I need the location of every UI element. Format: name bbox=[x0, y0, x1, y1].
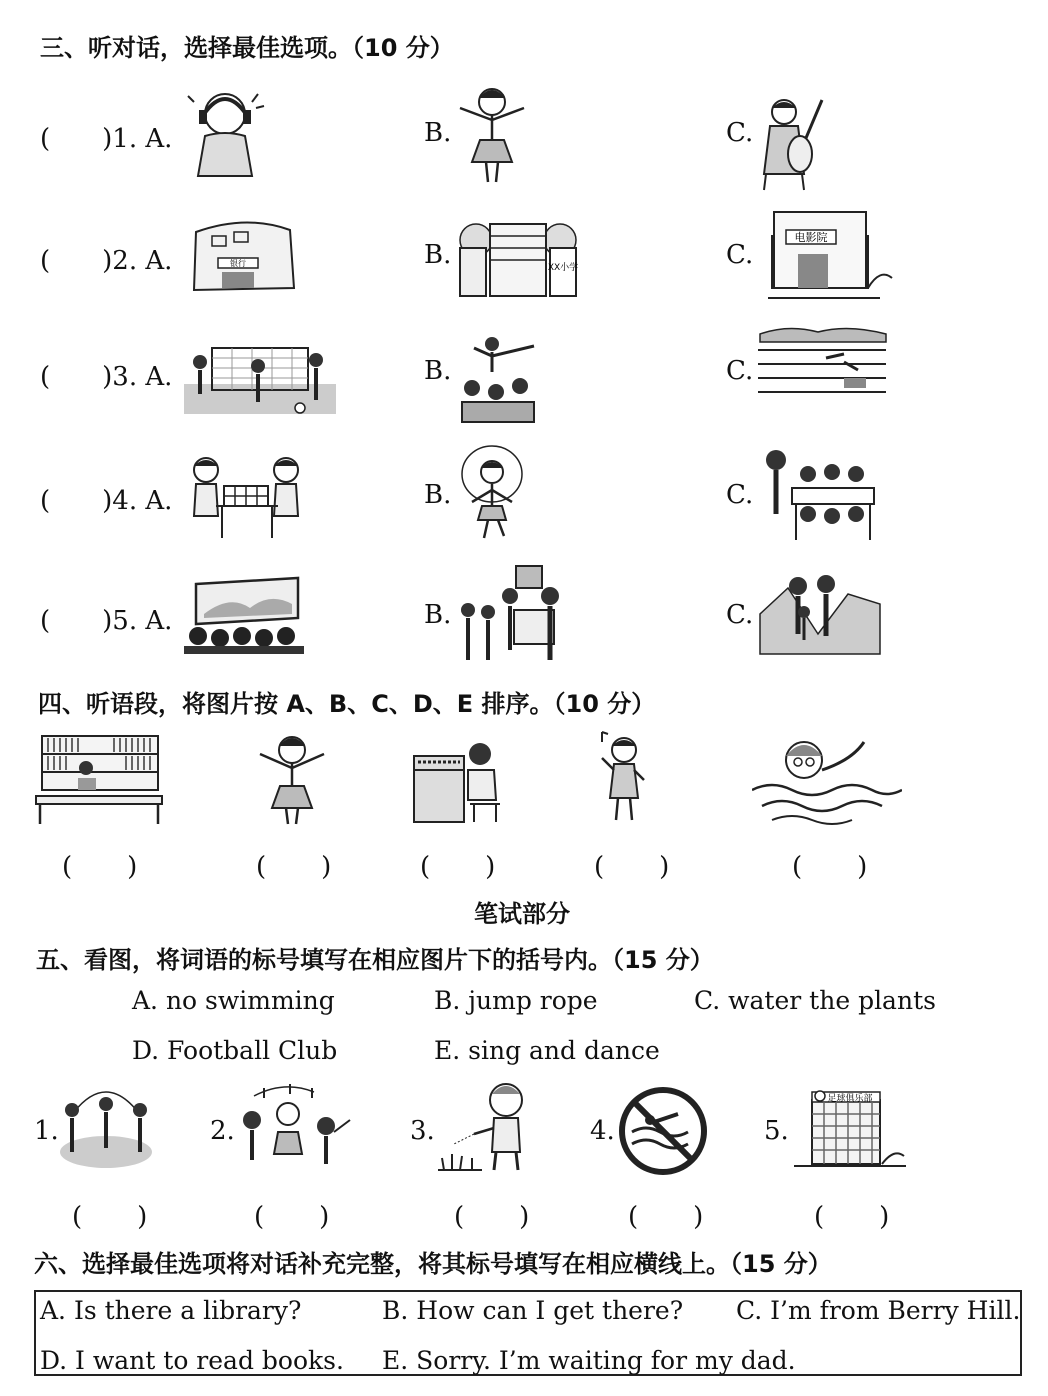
question-5-label: ( )5. A. bbox=[40, 606, 173, 636]
question-4-option-b: B. bbox=[424, 480, 452, 510]
family-hiking-picture bbox=[758, 574, 882, 658]
section-4-blank-4[interactable]: ( ) bbox=[594, 852, 671, 882]
football-club-building-picture bbox=[790, 1086, 908, 1170]
dialogue-option-c: C. I’m from Berry Hill. bbox=[736, 1296, 1021, 1325]
kids-playing-football-picture bbox=[182, 340, 338, 416]
girl-singing-picture bbox=[594, 728, 654, 826]
girl-playing-piano-picture bbox=[410, 740, 506, 826]
no-swimming-sign-picture bbox=[616, 1086, 710, 1176]
girl-headphones-picture bbox=[180, 86, 275, 186]
question-5-option-b: B. bbox=[424, 600, 452, 630]
question-2-label: ( )2. A. bbox=[40, 246, 173, 276]
bank-sign: 银行 bbox=[230, 259, 246, 268]
football-club-sign: 足球俱乐部 bbox=[827, 1094, 873, 1104]
school-sign: XX小学 bbox=[547, 263, 579, 273]
section-6-title: 六、选择最佳选项将对话补充完整，将其标号填写在相应横线上。（15 分） bbox=[34, 1250, 832, 1278]
word-option-d: D. Football Club bbox=[132, 1036, 338, 1065]
section-4-blank-3[interactable]: ( ) bbox=[420, 852, 497, 882]
section-5-title: 五、看图，将词语的标号填写在相应图片下的括号内。（15 分） bbox=[36, 946, 714, 974]
bank-building-picture bbox=[186, 214, 302, 298]
section-4-blank-2[interactable]: ( ) bbox=[256, 852, 333, 882]
question-1-label: ( )1. A. bbox=[40, 124, 173, 154]
section-5-blank-2[interactable]: ( ) bbox=[254, 1202, 331, 1232]
cinema-sign: 电影院 bbox=[794, 231, 828, 244]
picture-3-label: 3. bbox=[410, 1116, 435, 1146]
section-4-title: 四、听语段，将图片按 A、B、C、D、E 排序。（10 分） bbox=[38, 690, 656, 718]
question-1-option-b: B. bbox=[424, 118, 452, 148]
swimming-pool-picture bbox=[758, 322, 888, 398]
picture-4-label: 4. bbox=[590, 1116, 615, 1146]
girl-dancing-picture-2 bbox=[252, 730, 332, 828]
library-bookshelf-picture bbox=[34, 732, 164, 826]
dialogue-option-d: D. I want to read books. bbox=[40, 1346, 344, 1375]
question-2-option-b: B. bbox=[424, 240, 452, 270]
question-2-option-c: C. bbox=[726, 240, 754, 270]
question-3-option-b: B. bbox=[424, 356, 452, 386]
picture-2-label: 2. bbox=[210, 1116, 235, 1146]
question-3-label: ( )3. A. bbox=[40, 362, 173, 392]
boy-watering-plants-picture bbox=[434, 1078, 538, 1174]
section-5-blank-3[interactable]: ( ) bbox=[454, 1202, 531, 1232]
kids-playing-chess-picture bbox=[188, 454, 306, 542]
kids-jumping-rope-picture bbox=[56, 1082, 156, 1172]
dialogue-option-e: E. Sorry. I’m waiting for my dad. bbox=[382, 1346, 796, 1375]
word-option-a: A. no swimming bbox=[132, 986, 335, 1015]
section-5-blank-1[interactable]: ( ) bbox=[72, 1202, 149, 1232]
question-1-option-c: C. bbox=[726, 118, 754, 148]
section-4-blank-5[interactable]: ( ) bbox=[792, 852, 869, 882]
question-4-option-c: C. bbox=[726, 480, 754, 510]
section-5-blank-4[interactable]: ( ) bbox=[628, 1202, 705, 1232]
section-3-title: 三、听对话，选择最佳选项。（10 分） bbox=[40, 34, 454, 62]
picture-1-label: 1. bbox=[34, 1116, 59, 1146]
question-4-label: ( )4. A. bbox=[40, 486, 173, 516]
section-4-blank-1[interactable]: ( ) bbox=[62, 852, 139, 882]
section-5-blank-5[interactable]: ( ) bbox=[814, 1202, 891, 1232]
kids-at-table-picture bbox=[756, 444, 878, 544]
watching-movie-picture bbox=[180, 574, 308, 654]
question-5-option-c: C. bbox=[726, 600, 754, 630]
boy-swimming-picture bbox=[752, 730, 902, 826]
word-option-e: E. sing and dance bbox=[434, 1036, 660, 1065]
girl-dancing-picture bbox=[452, 82, 532, 188]
kids-singing-dancing-picture bbox=[234, 1080, 358, 1174]
question-3-option-c: C. bbox=[726, 356, 754, 386]
kids-cheering-picture bbox=[454, 332, 540, 426]
cinema-building-picture bbox=[760, 208, 894, 300]
kids-with-shopkeeper-picture bbox=[454, 560, 574, 666]
girl-jumping-rope-picture bbox=[456, 444, 528, 542]
girl-playing-pipa-picture bbox=[756, 94, 832, 192]
word-option-c: C. water the plants bbox=[694, 986, 936, 1015]
school-gate-picture bbox=[456, 214, 580, 300]
picture-5-label: 5. bbox=[764, 1116, 789, 1146]
dialogue-option-b: B. How can I get there? bbox=[382, 1296, 684, 1325]
word-option-b: B. jump rope bbox=[434, 986, 598, 1015]
dialogue-option-a: A. Is there a library? bbox=[40, 1296, 302, 1325]
written-part-title: 笔试部分 bbox=[474, 900, 570, 928]
